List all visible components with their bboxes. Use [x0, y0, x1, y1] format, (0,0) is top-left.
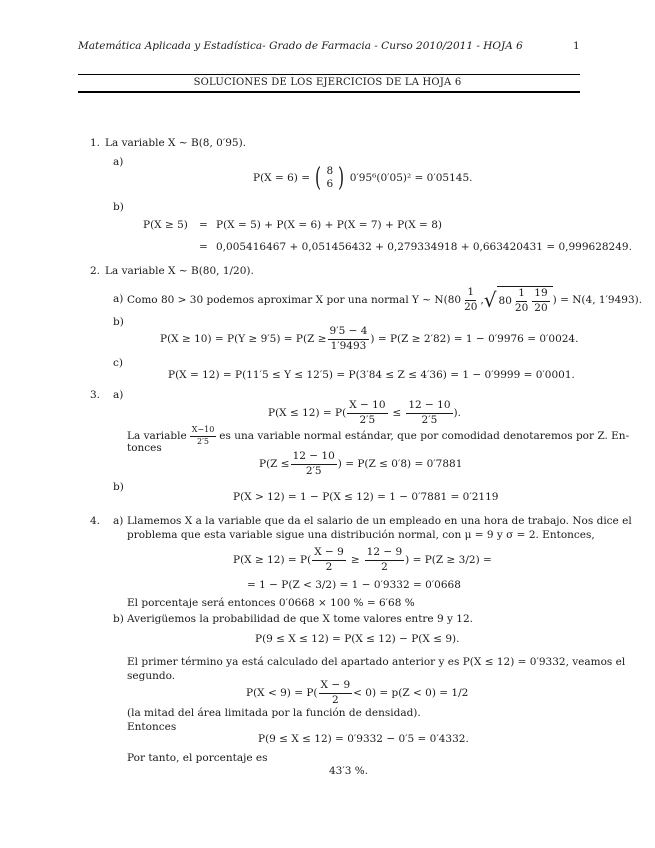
ex4-a-text-1: Llamemos X a la variable que da el salario de un empleado en una hora de trabajo. Nos dice el	[127, 515, 632, 527]
ex3-a-text-post: es una variable normal estándar, que por comodidad denotaremos por Z. En-	[219, 430, 630, 442]
ex4-a-eq1-mid: ≥	[350, 554, 360, 566]
ex2-b-fraction: $\frac{9'5 - 4}{1'9493}$	[329, 325, 368, 352]
ex3-a-eq2-fraction: $\frac{12 - 10}{2'5}$	[292, 450, 335, 477]
ex2-b-label: b)	[113, 316, 124, 328]
ex4-a-equation-2: = 1 − P(Z < 3/2) = 1 − 0′9332 = 0′0668	[247, 579, 461, 591]
ex2-a-text: Como 80 > 30 podemos aproximar X por una normal Y ∼ N(80	[127, 294, 462, 306]
ex2-c-label: c)	[113, 357, 123, 369]
page-title: SOLUCIONES DE LOS EJERCICIOS DE LA HOJA 6	[193, 77, 462, 88]
ex3-a-equation	[268, 396, 461, 430]
ex4-b-text-1: Averigüemos la probabilidad de que X tome valores entre 9 y 12.	[127, 613, 473, 625]
ex2-a-label: a)	[113, 293, 124, 305]
ex1-b-eq2: =	[199, 241, 208, 253]
binom-top: 8	[326, 165, 334, 177]
ex3-a-post: ).	[453, 407, 461, 419]
ex3-a-mid: ≤	[392, 407, 402, 419]
ex2-b-pre: P(X ≥ 10) = P(Y ≥ 9′5) = P(Z ≥	[160, 333, 327, 345]
ex2-a-sqrt-pre: 80	[498, 295, 512, 307]
ex1-intro: La variable X ∼ B(8, 0′95).	[105, 137, 247, 149]
ex2-c-equation: P(X = 12) = P(11′5 ≤ Y ≤ 12′5) = P(3′84 ≤ Z ≤ 4′36) = 1 − 0′9999 = 0′0001.	[168, 369, 575, 381]
ex2-b-equation	[160, 322, 578, 356]
ex2-number: 2.	[90, 265, 101, 277]
ex3-number: 3.	[90, 389, 101, 401]
ex4-b-text-4: (la mitad del área limitada por la función de densidad).	[127, 707, 421, 719]
ex3-a-text-line-2: tonces	[127, 442, 162, 454]
ex1-b-rhs1: P(X = 5) + P(X = 6) + P(X = 7) + P(X = 8)	[216, 219, 442, 231]
ex4-b-eq2-fraction: $\frac{X - 9}{2}$	[320, 679, 351, 706]
ex3-a-label: a)	[113, 389, 124, 401]
ex3-b-label: b)	[113, 481, 124, 493]
ex1-b-label: b)	[113, 201, 124, 213]
ex4-a-text-3: El porcentaje será entonces 0′0668 × 100 % = 6′68 %	[127, 597, 415, 609]
ex4-a-equation-1	[233, 543, 492, 577]
ex2-a-fraction-3: $\frac{19}{20}$	[534, 287, 548, 314]
ex1-a-label: a)	[113, 156, 124, 168]
binomial-coefficient: ( 8 6 )	[315, 163, 345, 194]
running-header: Matemática Aplicada y Estadística- Grado de Farmacia - Curso 2010/2011 - HOJA 6	[78, 40, 523, 52]
ex4-b-equation-2	[246, 676, 468, 710]
ex3-a-eq2-post: ) = P(Z ≤ 0′8) = 0′7881	[337, 458, 463, 470]
ex4-b-eq2-pre: P(X < 9) = P(	[246, 687, 318, 699]
ex3-a-equation-2	[259, 447, 462, 481]
ex3-a-eq2-pre: P(Z ≤	[259, 458, 290, 470]
ex2-a-fraction-1: $\frac{1}{20}$	[464, 286, 478, 313]
ex3-a-text-pre: La variable	[127, 430, 187, 442]
title-rule-top	[78, 74, 580, 75]
ex4-a-label: a)	[113, 515, 124, 527]
ex2-a-tail: ) = N(4, 1′9493).	[552, 294, 643, 306]
ex1-b-rhs2: 0,005416467 + 0,051456432 + 0,279334918 + 0,663420431 = 0,999628249.	[216, 241, 632, 253]
ex3-a-text-line-1	[127, 427, 629, 445]
ex4-a-eq1-post: ) = P(Z ≥ 3/2) =	[405, 554, 492, 566]
page-number: 1	[573, 40, 580, 52]
ex4-b-text-6: Por tanto, el porcentaje es	[127, 752, 268, 764]
ex4-b-text-2: El primer término ya está calculado del apartado anterior y es P(X ≤ 12) = 0′9332, veamos el	[127, 656, 626, 668]
ex4-b-equation-4: 43′3 %.	[329, 765, 369, 777]
title-rule-bottom	[78, 91, 580, 93]
ex1-b-eq1: =	[199, 219, 208, 231]
ex4-b-text-5: Entonces	[127, 721, 177, 733]
ex4-number: 4.	[90, 515, 101, 527]
ex1-a-lhs: P(X = 6) =	[253, 172, 311, 185]
ex2-b-post: ) = P(Z ≥ 2′82) = 1 − 0′9976 = 0′0024.	[370, 333, 579, 345]
ex3-a-inline-fraction: $\frac{X-10}{2'5}$	[191, 425, 215, 446]
ex2-a-line	[127, 284, 642, 316]
ex4-b-equation-3: P(9 ≤ X ≤ 12) = 0′9332 − 0′5 = 0′4332.	[258, 733, 469, 745]
ex4-b-label: b)	[113, 613, 124, 625]
ex4-b-equation-1: P(9 ≤ X ≤ 12) = P(X ≤ 12) − P(X ≤ 9).	[255, 633, 460, 645]
ex3-a-pre: P(X ≤ 12) = P(	[268, 407, 347, 419]
ex4-a-text-2: problema que esta variable sigue una distribución normal, con μ = 9 y σ = 2. Entonces,	[127, 529, 595, 541]
ex1-number: 1.	[90, 137, 101, 149]
ex2-a-fraction-2: $\frac{1}{20}$	[514, 287, 529, 314]
ex2-a-comma: ,	[480, 294, 484, 306]
ex4-a-eq1-pre: P(X ≥ 12) = P(	[233, 554, 312, 566]
binom-bottom: 6	[326, 178, 334, 191]
ex1-a-rhs: 0′95⁶(0′05)² = 0′05145.	[349, 172, 473, 185]
ex4-a-eq1-fraction-1: $\frac{X - 9}{2}$	[314, 546, 344, 573]
ex3-b-equation: P(X > 12) = 1 − P(X ≤ 12) = 1 − 0′7881 = 0′2119	[233, 491, 499, 503]
ex4-b-text-3: segundo.	[127, 670, 176, 682]
ex4-b-eq2-post: < 0) = p(Z < 0) = 1/2	[353, 687, 469, 699]
ex1-b-lhs: P(X ≥ 5)	[143, 219, 188, 231]
ex4-a-eq1-fraction-2: $\frac{12 - 9}{2}$	[366, 546, 403, 573]
ex3-a-fraction-2: $\frac{12 - 10}{2'5}$	[408, 399, 451, 426]
ex2-a-sqrt: √ 80 $\frac{1}{20}$ $\frac{19}{20}$	[484, 286, 553, 313]
ex1-a-equation	[253, 163, 473, 194]
ex3-a-fraction-1: $\frac{X - 10}{2'5}$	[349, 399, 386, 426]
ex2-intro: La variable X ∼ B(80, 1/20).	[105, 265, 254, 277]
